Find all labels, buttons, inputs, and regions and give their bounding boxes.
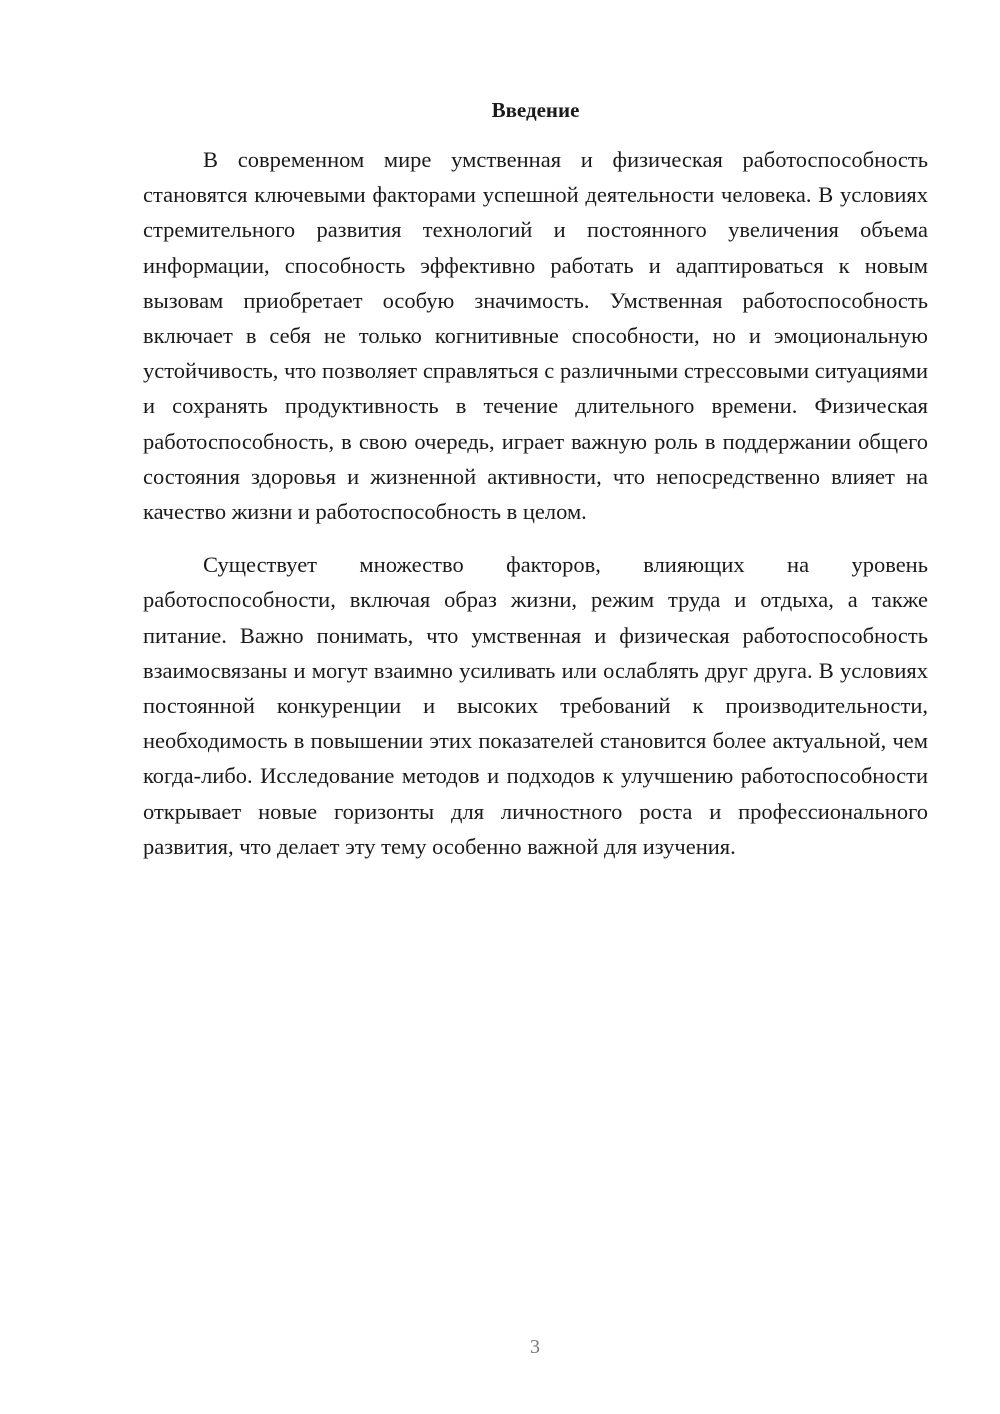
section-heading: Введение	[491, 98, 580, 122]
paragraph-2: Существует множество факторов, влияющих на уровень работоспособности, включая образ жизни, режим труда и отдыха, а также питание. Важно понимать, что умственная и физическая работоспособность взаимосвязаны и могут взаимно усиливать или ослаблять друг друга. В условиях постоянной конкуренции и высоких требований к производительности, необходимость в повышении этих показателей становится более актуальной, чем когда-либо. Исследование методов и подходов к улучшению работоспособности открывает новые горизонты для личностного роста и профессионального развития, что делает эту тему особенно важной для изучения.	[143, 552, 928, 859]
page-content	[143, 92, 928, 864]
page-number: 3	[530, 1336, 540, 1358]
paragraph-1: В современном мире умственная и физическая работоспособность становятся ключевыми факторами успешной деятельности человека. В условиях стремительного развития технологий и постоянного увеличения объема информации, способность эффективно работать и адаптироваться к новым вызовам приобретает особую значимость. Умственная работоспособность включает в себя не только когнитивные способности, но и эмоциональную устойчивость, что позволяет справляться с различными стрессовыми ситуациями и сохранять продуктивность в течение длительного времени. Физическая работоспособность, в свою очередь, играет важную роль в поддержании общего состояния здоровья и жизненной активности, что непосредственно влияет на качество жизни и работоспособность в целом.	[143, 147, 928, 525]
